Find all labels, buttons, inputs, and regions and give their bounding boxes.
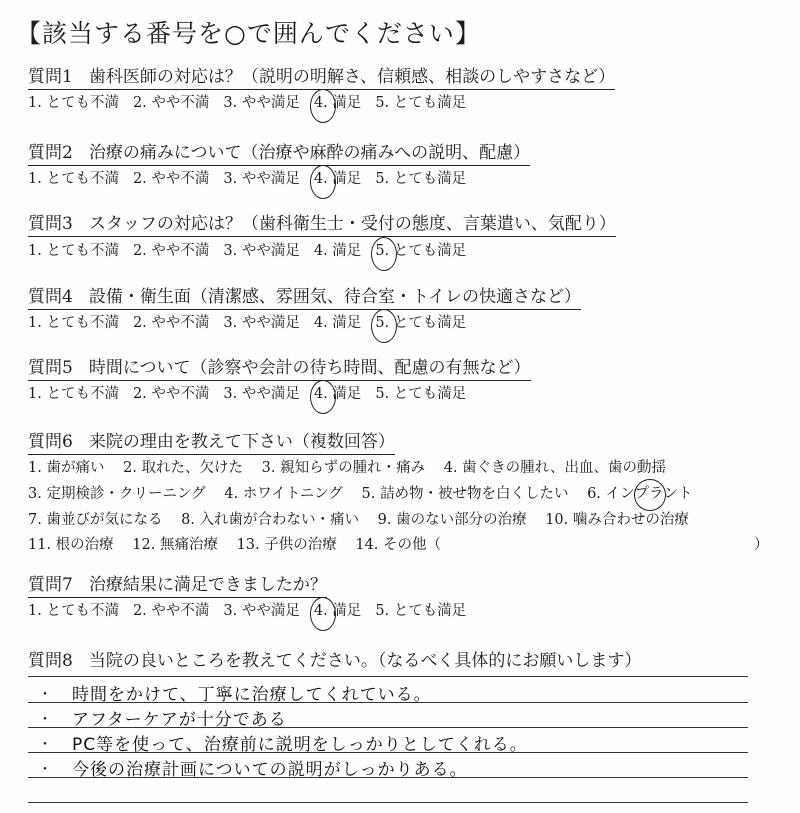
q6-option: 5. 詰め物・被せ物を白くしたい	[361, 486, 569, 502]
option-3	[223, 313, 299, 333]
option-label: とても満足	[389, 95, 467, 111]
question-5-heading	[28, 357, 531, 381]
question-1-number: 質問1	[28, 67, 73, 87]
option-number: 2.	[132, 603, 147, 619]
option-3	[223, 384, 299, 404]
option-label: やや不満	[146, 171, 210, 187]
option-label: やや不満	[146, 95, 210, 111]
option-number: 3.	[223, 386, 238, 402]
option-4	[314, 93, 361, 113]
q6-selection-circle	[634, 479, 666, 511]
option-4	[314, 241, 361, 261]
answer-line	[28, 676, 748, 677]
q6-option: 3. 親知らずの腫れ・痛み	[261, 460, 426, 476]
option-5	[375, 313, 466, 333]
question-6-heading	[28, 431, 395, 455]
q6-option: 11. 根の治療	[28, 537, 114, 553]
question-7-number: 質問7	[28, 575, 73, 595]
answer-bullet: ・	[38, 712, 52, 728]
option-2	[133, 241, 209, 261]
option-label: とても不満	[41, 386, 119, 402]
option-5	[375, 93, 466, 113]
question-2-number: 質問2	[28, 143, 73, 163]
option-number: 5.	[375, 243, 390, 259]
option-label: 満足	[327, 243, 362, 259]
question-7-heading	[28, 574, 327, 598]
option-label: とても不満	[41, 95, 119, 111]
option-1	[28, 601, 119, 621]
option-label: とても満足	[389, 171, 467, 187]
option-number: 3.	[223, 171, 238, 187]
option-label: とても満足	[389, 315, 467, 331]
option-label: やや不満	[146, 603, 210, 619]
option-number: 2.	[132, 171, 147, 187]
question-1-options	[28, 93, 480, 113]
option-label: やや満足	[237, 386, 300, 402]
q6-option: 4. 歯ぐきの腫れ、出血、歯の動揺	[443, 460, 666, 476]
option-label: 満足	[327, 315, 362, 331]
question-2-heading	[28, 142, 530, 166]
q6-option-selected: 6. インプラント	[587, 486, 693, 502]
question-6-row-1	[28, 458, 680, 478]
option-number: 3.	[223, 95, 238, 111]
option-label: やや満足	[237, 243, 300, 259]
question-3-text: スタッフの対応は？（歯科衛生士・受付の態度、言葉遣い、気配り）	[88, 214, 616, 234]
option-number: 4.	[313, 95, 328, 111]
option-1	[28, 241, 119, 261]
question-2-text: 治療の痛みについて（治療や麻酔の痛みへの説明、配慮）	[88, 143, 531, 163]
option-number: 4.	[313, 315, 328, 331]
option-number: 5.	[375, 171, 390, 187]
option-number: 4.	[313, 603, 328, 619]
question-8-text: 当院の良いところを教えてください。（なるべく具体的にお願いします）	[88, 651, 642, 671]
option-label: とても満足	[389, 603, 467, 619]
option-label: とても不満	[41, 603, 119, 619]
option-number: 3.	[223, 315, 238, 331]
option-label: やや満足	[237, 171, 300, 187]
option-3	[223, 169, 299, 189]
option-number: 1.	[28, 603, 42, 619]
question-8-number: 質問8	[28, 651, 73, 671]
option-label: やや不満	[146, 386, 210, 402]
option-label: やや満足	[237, 95, 300, 111]
answer-bullet: ・	[38, 737, 52, 753]
question-1-heading	[28, 66, 615, 90]
option-2	[133, 384, 209, 404]
option-number: 5.	[375, 603, 390, 619]
option-label: やや満足	[237, 315, 300, 331]
option-2	[133, 169, 209, 189]
q6-option-other: 14. その他（	[355, 537, 442, 553]
option-4	[314, 601, 361, 621]
option-number: 3.	[223, 603, 238, 619]
answer-line	[28, 802, 748, 803]
question-4-heading	[28, 286, 581, 310]
handwritten-answer-4: 今後の治療計画についての説明がしっかりある。	[72, 760, 468, 780]
question-4-text: 設備・衛生面（清潔感、雰囲気、待合室・トイレの快適さなど）	[88, 287, 581, 307]
question-3-heading	[28, 213, 616, 237]
option-4	[314, 384, 361, 404]
handwritten-answer-2: アフターケアが十分である	[72, 710, 287, 730]
q6-option: 8. 入れ歯が合わない・痛い	[181, 512, 360, 528]
question-4-number: 質問4	[28, 287, 73, 307]
question-1-text: 歯科医師の対応は？（説明の明解さ、信頼感、相談のしやすさなど）	[88, 67, 616, 87]
q6-option: 3. 定期検診・クリーニング	[28, 486, 206, 502]
question-6-number: 質問6	[28, 432, 73, 452]
option-number: 1.	[28, 315, 42, 331]
option-3	[223, 241, 299, 261]
question-8-heading	[28, 650, 641, 673]
question-6-row-4	[28, 535, 768, 555]
option-label: 満足	[327, 386, 362, 402]
option-5	[375, 601, 466, 621]
option-number: 4.	[313, 243, 328, 259]
option-label: やや不満	[146, 315, 210, 331]
option-2	[133, 601, 209, 621]
option-number: 2.	[132, 386, 147, 402]
option-1	[28, 169, 119, 189]
q6-option: 10. 噛み合わせの治療	[545, 512, 689, 528]
option-5	[375, 384, 466, 404]
option-2	[133, 93, 209, 113]
option-number: 4.	[313, 171, 328, 187]
question-4-options	[28, 313, 480, 333]
option-label: 満足	[327, 95, 362, 111]
option-label: やや満足	[237, 603, 300, 619]
q6-option: 2. 取れた、欠けた	[123, 460, 244, 476]
question-6-row-2	[28, 484, 707, 504]
option-number: 5.	[375, 95, 390, 111]
handwritten-answer-1: 時間をかけて、丁寧に治療してくれている。	[72, 685, 432, 705]
question-5-number: 質問5	[28, 358, 73, 378]
q6-option: 1. 歯が痛い	[28, 460, 105, 476]
option-4	[314, 169, 361, 189]
option-number: 5.	[375, 386, 390, 402]
option-label: 満足	[327, 603, 362, 619]
option-number: 5.	[375, 315, 390, 331]
option-5	[375, 241, 466, 261]
question-6-row-3	[28, 510, 703, 530]
option-label: とても満足	[389, 386, 467, 402]
option-number: 1.	[28, 386, 42, 402]
option-3	[223, 601, 299, 621]
option-label: とても不満	[41, 243, 119, 259]
answer-bullet: ・	[38, 687, 52, 703]
question-7-text: 治療結果に満足できましたか？	[88, 575, 327, 595]
page-title: 【該当する番号を○で囲んでください】	[16, 19, 481, 48]
option-2	[133, 313, 209, 333]
option-label: とても不満	[41, 315, 119, 331]
option-5	[375, 169, 466, 189]
option-number: 1.	[28, 243, 42, 259]
option-1	[28, 313, 119, 333]
q6-other-close-paren: ）	[754, 537, 769, 553]
handwritten-answer-3: PC等を使って、治療前に説明をしっかりとしてくれる。	[72, 735, 528, 755]
option-number: 2.	[132, 243, 147, 259]
question-5-options	[28, 384, 480, 404]
option-label: やや不満	[146, 243, 210, 259]
option-number: 1.	[28, 95, 42, 111]
option-number: 1.	[28, 171, 42, 187]
question-5-text: 時間について（診察や会計の待ち時間、配慮の有無など）	[88, 358, 531, 378]
q6-option: 4. ホワイトニング	[224, 486, 343, 502]
option-label: とても満足	[389, 243, 467, 259]
question-6-text: 来院の理由を教えて下さい（複数回答）	[88, 432, 395, 452]
option-1	[28, 384, 119, 404]
q6-option: 13. 子供の治療	[236, 537, 337, 553]
option-number: 2.	[132, 315, 147, 331]
option-number: 4.	[313, 386, 328, 402]
q6-option: 12. 無痛治療	[132, 537, 218, 553]
question-7-options	[28, 601, 480, 621]
answer-bullet: ・	[38, 762, 52, 778]
option-label: とても不満	[41, 171, 119, 187]
option-4	[314, 313, 361, 333]
question-2-options	[28, 169, 480, 189]
option-3	[223, 93, 299, 113]
q6-option: 7. 歯並びが気になる	[28, 512, 163, 528]
option-number: 3.	[223, 243, 238, 259]
option-number: 2.	[132, 95, 147, 111]
q6-option: 9. 歯のない部分の治療	[377, 512, 527, 528]
option-1	[28, 93, 119, 113]
option-label: 満足	[327, 171, 362, 187]
question-3-number: 質問3	[28, 214, 73, 234]
question-3-options	[28, 241, 480, 261]
